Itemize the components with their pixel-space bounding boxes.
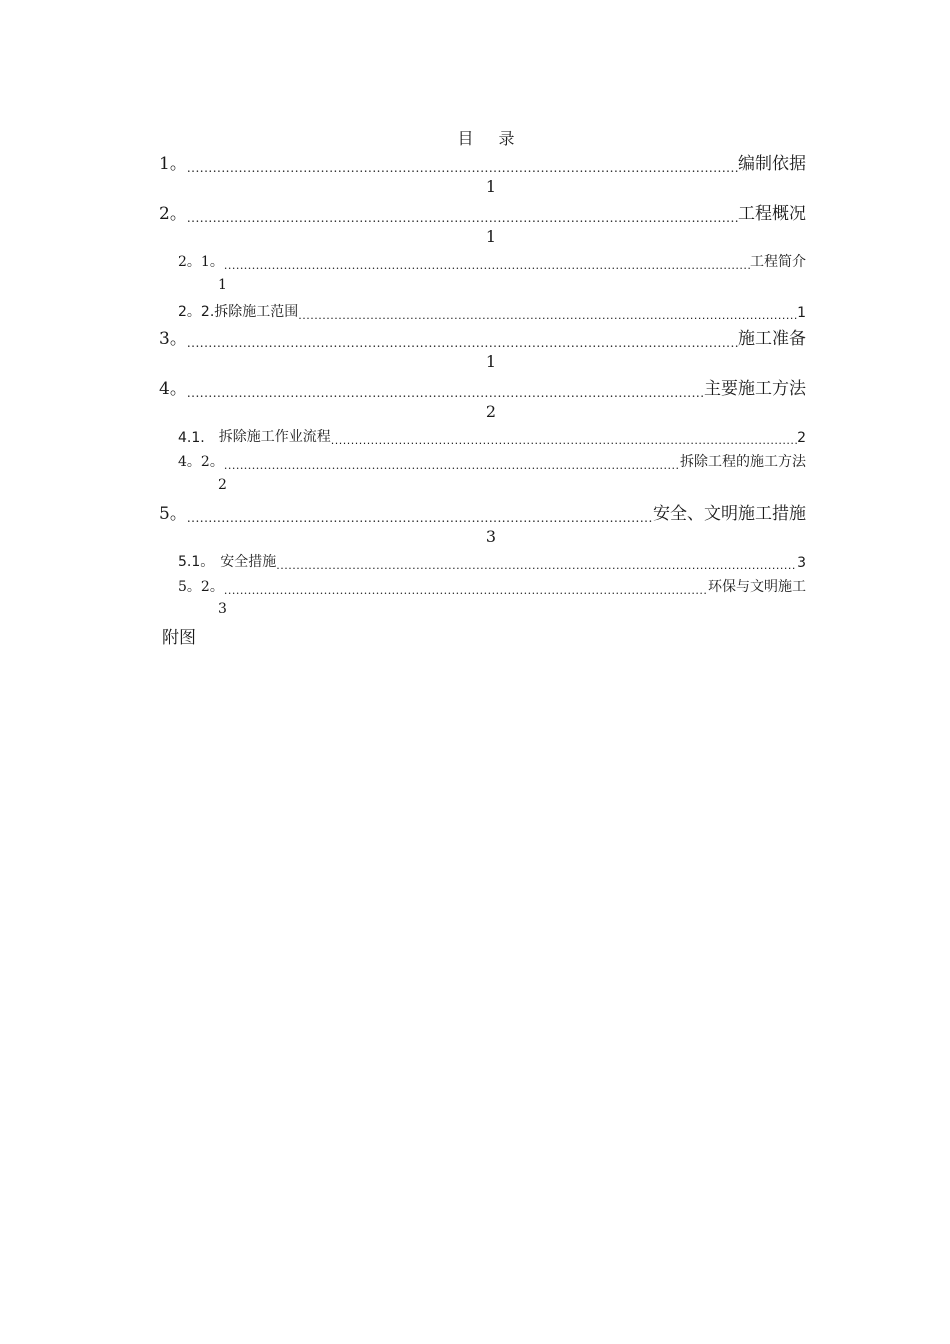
toc-entry-5-2[interactable]: [178, 576, 806, 596]
toc-entry-label: 工程概况: [738, 204, 806, 224]
toc-page-number: 3: [485, 527, 497, 546]
toc-entry-5-1[interactable]: [178, 551, 806, 571]
toc-leader: [187, 385, 704, 399]
toc-entry-3[interactable]: [159, 325, 806, 349]
toc-leader: [331, 433, 797, 446]
toc-leader: [187, 335, 738, 349]
toc-entry-number: 4。: [159, 379, 187, 399]
toc-page-number: 1: [797, 305, 806, 321]
toc-entry-4[interactable]: [159, 375, 806, 399]
toc-leader: [298, 308, 797, 321]
toc-page-number: 2: [797, 430, 806, 446]
toc-page-number: 3: [218, 601, 227, 617]
toc-entry-label: 主要施工方法: [704, 379, 806, 399]
toc-title: 目 录: [457, 129, 525, 148]
toc-entry-number: 5。2。: [178, 579, 224, 595]
toc-page-number: 1: [218, 277, 227, 293]
toc-entry-number: 4。2。: [178, 454, 224, 470]
toc-entry-number: 3。: [159, 329, 187, 349]
toc-entry-label: 拆除施工范围: [214, 304, 299, 320]
toc-entry-label: 安全措施: [220, 554, 277, 570]
toc-entry-number: 5。: [159, 504, 187, 524]
toc-entry-label: 拆除工程的施工方法: [680, 454, 806, 470]
toc-entry-number: 2。: [159, 204, 187, 224]
toc-entry-number: 2。2.: [178, 304, 215, 320]
toc-entry-label: 拆除施工作业流程: [218, 429, 331, 445]
toc-leader: [224, 458, 680, 471]
toc-entry-label: 环保与文明施工: [708, 579, 806, 595]
toc-page-number: 3: [797, 555, 806, 571]
toc-leader: [224, 258, 750, 271]
toc-entry-2-1[interactable]: [178, 251, 806, 271]
toc-entry-label: 工程简介: [750, 254, 806, 270]
toc-entry-label: 编制依据: [738, 154, 806, 174]
toc-entry-label: 安全、文明施工措施: [653, 504, 806, 524]
toc-entry-number: 2。1。: [178, 254, 224, 270]
toc-leader: [187, 160, 738, 174]
toc-entry-4-2[interactable]: [178, 451, 806, 471]
toc-entry-5[interactable]: [159, 500, 806, 524]
toc-page-number: 1: [485, 352, 497, 371]
toc-leader: [187, 510, 653, 524]
toc-entry-number: 4.1.: [178, 430, 205, 446]
toc-page-number: 2: [485, 402, 497, 421]
toc-entry-label: 施工准备: [738, 329, 806, 349]
toc-entry-2[interactable]: [159, 200, 806, 224]
toc-page-number: 2: [218, 477, 227, 493]
toc-appendix[interactable]: 附图: [162, 628, 196, 648]
toc-entry-number: 5.1。: [178, 554, 215, 570]
toc-entry-4-1[interactable]: [178, 426, 806, 446]
toc-leader: [276, 558, 797, 571]
toc-page-number: 1: [485, 177, 497, 196]
toc-page-number: 1: [485, 227, 497, 246]
toc-leader: [224, 583, 708, 596]
toc-entry-1[interactable]: [159, 150, 806, 174]
toc-entry-2-2[interactable]: [178, 301, 806, 321]
toc-leader: [187, 210, 738, 224]
toc-entry-number: 1。: [159, 154, 187, 174]
